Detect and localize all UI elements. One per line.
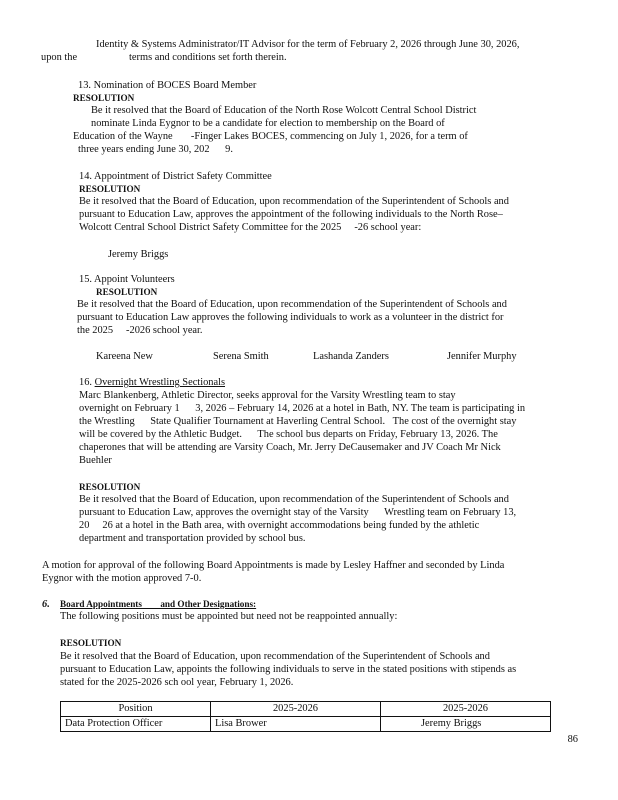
section6-line-1: Be it resolved that the Board of Education, upon recommendation of the Superintendent of Schools and bbox=[60, 651, 490, 662]
motion-line-2: Eygnor with the motion approved 7-0. bbox=[42, 573, 202, 584]
table-header: 2025-2026 bbox=[381, 702, 551, 717]
item13-line-2: nominate Linda Eygnor to be a candidate for election to membership on the Board of bbox=[91, 118, 445, 129]
volunteer-list bbox=[96, 350, 517, 363]
item16-line-4: department and transportation provided by school bus. bbox=[79, 533, 306, 544]
item13-line-3: Education of the Wayne -Finger Lakes BOCES, commencing on July 1, 2026, for a term of bbox=[73, 131, 468, 142]
section6-resolution-label: RESOLUTION bbox=[60, 638, 122, 648]
item16-resolution-label: RESOLUTION bbox=[79, 482, 141, 492]
item16-request-5: chaperones that will be attending are Varsity Coach, Mr. Jerry DeCausemaker and JV Coach Mr Nick bbox=[79, 442, 501, 453]
item14-line-3: Wolcott Central School District Safety Committee for the 2025 -26 school year: bbox=[79, 222, 422, 233]
volunteer-name: Kareena New bbox=[96, 351, 153, 362]
item16-line-2: pursuant to Education Law, approves the overnight stay of the Varsity Wrestling team on February 13, bbox=[79, 507, 517, 518]
section6-title: Board Appointments and Other Designations: bbox=[60, 599, 257, 609]
table-header-row bbox=[61, 702, 551, 717]
item14-line-2: pursuant to Education Law, approves the appointment of the following individuals to the North Rose– bbox=[79, 209, 503, 220]
item16-heading: 16. Overnight Wrestling Sectionals bbox=[79, 377, 226, 388]
table-row bbox=[61, 717, 551, 732]
table-cell: Lisa Brower bbox=[211, 717, 381, 732]
item16-request-4: will be covered by the Athletic Budget. The school bus departs on Friday, February 13, 2026. The bbox=[79, 429, 498, 440]
item16-request-2: overnight on February 1 3, 2026 – February 14, 2026 at a hotel in Bath, NY. The team is participating in bbox=[79, 403, 526, 414]
table-cell: Data Protection Officer bbox=[61, 717, 211, 732]
section6-line-3: stated for the 2025-2026 sch ool year, February 1, 2026. bbox=[60, 677, 294, 688]
item14-resolution-label: RESOLUTION bbox=[79, 184, 141, 194]
volunteer-name: Jennifer Murphy bbox=[447, 351, 517, 362]
item13-resolution-label: RESOLUTION bbox=[73, 93, 135, 103]
intro-line-1: Identity & Systems Administrator/IT Advisor for the term of February 2, 2026 through June 30, 2026, bbox=[96, 39, 520, 50]
item16-request-1: Marc Blankenberg, Athletic Director, seeks approval for the Varsity Wrestling team to stay bbox=[79, 390, 456, 401]
item14-appointee: Jeremy Briggs bbox=[108, 249, 169, 260]
item14-heading: 14. Appointment of District Safety Committee bbox=[79, 171, 272, 182]
appointments-table bbox=[60, 701, 551, 732]
item16-line-1: Be it resolved that the Board of Education, upon recommendation of the Superintendent of Schools and bbox=[79, 494, 509, 505]
item15-line-3: the 2025 -2026 school year. bbox=[77, 325, 203, 336]
item15-resolution-label: RESOLUTION bbox=[96, 287, 158, 297]
item14-line-1: Be it resolved that the Board of Education, upon recommendation of the Superintendent of Schools and bbox=[79, 196, 509, 207]
item16-request-6: Buehler bbox=[79, 455, 112, 466]
motion-line-1: A motion for approval of the following Board Appointments is made by Lesley Haffner and seconded by Linda bbox=[42, 560, 505, 571]
item16-title: Overnight Wrestling Sectionals bbox=[94, 377, 226, 388]
section6-line-2: pursuant to Education Law, appoints the following individuals to serve in the stated positions with stipends as bbox=[60, 664, 517, 675]
page-number: 86 bbox=[567, 734, 578, 745]
item13-line-1: Be it resolved that the Board of Education of the North Rose Wolcott Central School District bbox=[91, 105, 477, 116]
item16-line-3: 20 26 at a hotel in the Bath area, with overnight accommodations being funded by the athletic bbox=[79, 520, 480, 531]
item15-line-1: Be it resolved that the Board of Education, upon recommendation of the Superintendent of Schools and bbox=[77, 299, 507, 310]
item16-request-3: the Wrestling State Qualifier Tournament at Haverling Central School. The cost of the overnight stay bbox=[79, 416, 517, 427]
item13-heading: 13. Nomination of BOCES Board Member bbox=[78, 80, 257, 91]
item15-heading: 15. Appoint Volunteers bbox=[79, 274, 175, 285]
item13-line-4: three years ending June 30, 202 9. bbox=[78, 144, 233, 155]
section6-number: 6. bbox=[42, 599, 50, 610]
section6-intro: The following positions must be appointed but need not be reappointed annually: bbox=[60, 611, 398, 622]
volunteer-name: Lashanda Zanders bbox=[313, 351, 389, 362]
volunteer-name: Serena Smith bbox=[213, 351, 269, 362]
item15-line-2: pursuant to Education Law approves the following individuals to work as a volunteer in the district for bbox=[77, 312, 504, 323]
intro-line-2: upon the terms and conditions set forth therein. bbox=[41, 52, 287, 63]
table-header: 2025-2026 bbox=[211, 702, 381, 717]
table-header: Position bbox=[61, 702, 211, 717]
table-cell: Jeremy Briggs bbox=[381, 717, 551, 732]
